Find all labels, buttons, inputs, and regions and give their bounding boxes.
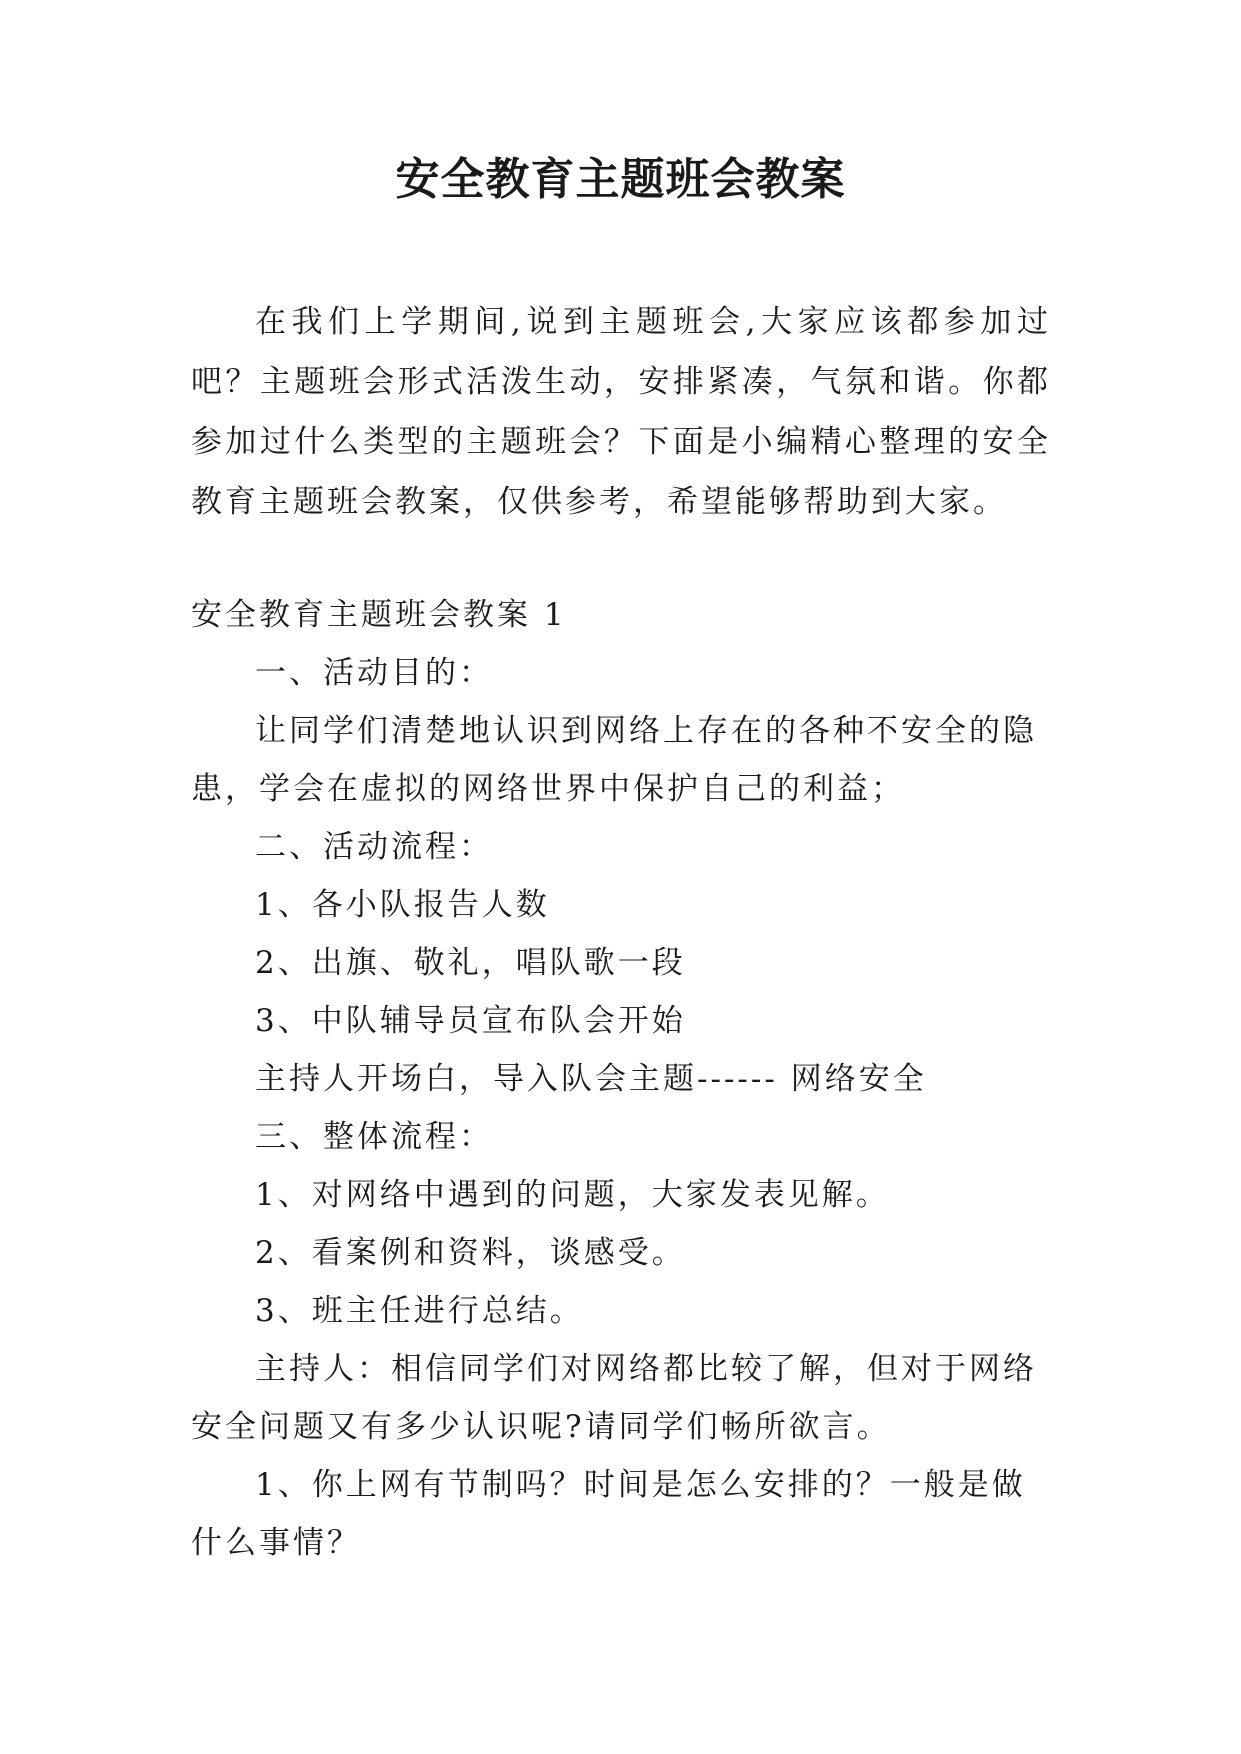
paragraph-host-question: 主持人：相信同学们对网络都比较了解，但对于网络安全问题又有多少认识呢?请同学们畅所欲言。 <box>191 1351 1037 1445</box>
paragraph-overall-item-1: 1、对网络中遇到的问题，大家发表见解。 <box>255 1177 890 1213</box>
paragraph-activity-purpose: 让同学们清楚地认识到网络上存在的各种不安全的隐患，学会在虚拟的网络世界中保护自己的利益； <box>191 713 1037 807</box>
document-title: 安全教育主题班会教案 <box>395 154 846 205</box>
paragraph-activity-purpose-heading: 一、活动目的： <box>255 655 493 691</box>
paragraph-flow-item-2: 2、出旗、敬礼，唱队歌一段 <box>255 945 686 981</box>
paragraph-activity-flow-heading: 二、活动流程： <box>255 829 493 865</box>
paragraph-flow-item-3: 3、中队辅导员宣布队会开始 <box>255 1003 686 1039</box>
section-heading: 安全教育主题班会教案 1 <box>191 597 567 633</box>
paragraph-host-opening: 主持人开场白，导入队会主题------ 网络安全 <box>255 1061 927 1097</box>
paragraph-overall-item-3: 3、班主任进行总结。 <box>255 1293 584 1329</box>
intro-paragraph: 在我们上学期间,说到主题班会,大家应该都参加过吧？主题班会形式活泼生动，安排紧凑，气氛和谐。你都参加过什么类型的主题班会？下面是小编精心整理的安全教育主题班会教案，仅供参考，希望能够帮助到大家。 <box>191 304 1051 520</box>
document-body <box>191 292 1051 1572</box>
paragraph-flow-item-1: 1、各小队报告人数 <box>255 887 550 923</box>
paragraph-overall-flow-heading: 三、整体流程： <box>255 1119 493 1155</box>
paragraph-overall-item-2: 2、看案例和资料，谈感受。 <box>255 1235 686 1271</box>
paragraph-question-1: 1、你上网有节制吗？时间是怎么安排的？一般是做什么事情？ <box>191 1467 1026 1561</box>
